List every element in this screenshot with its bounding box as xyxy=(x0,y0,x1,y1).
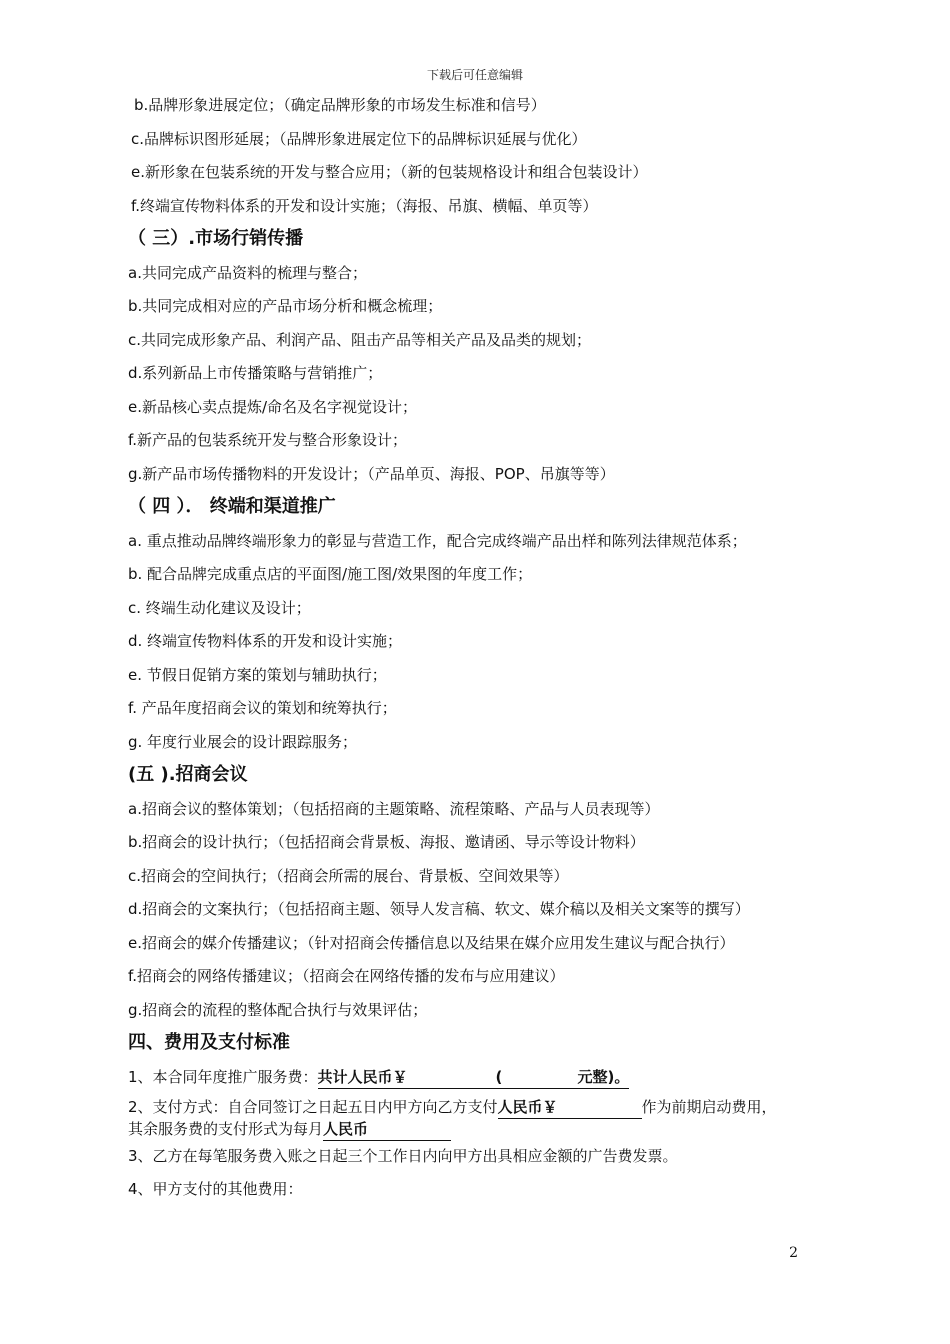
list-item: d.系列新品上市传播策略与营销推广； xyxy=(128,364,383,382)
monthly-payment-blank: 人民币 xyxy=(323,1118,451,1141)
list-item: e.新品核心卖点提炼/命名及名字视觉设计； xyxy=(128,397,418,416)
list-item: c.共同完成形象产品、利润产品、阻击产品等相关产品及品类的规划； xyxy=(128,330,592,349)
section-heading: (五 ).招商会议 xyxy=(128,764,248,785)
list-item: a.共同完成产品资料的梳理与整合； xyxy=(128,263,367,282)
fee-clause-3: 3、乙方在每笔服务费入账之日起三个工作日内向甲方出具相应金额的广告费发票。 xyxy=(128,1146,678,1165)
list-item: c.品牌标识图形延展；（品牌形象进展定位下的品牌标识延展与优化） xyxy=(131,129,587,148)
fee-clause-2-line2: 其余服务费的支付形式为每月 xyxy=(128,1119,324,1138)
fee-clause-1 xyxy=(128,1066,828,1096)
page-number: 2 xyxy=(789,1245,798,1261)
list-item: b.品牌形象进展定位；（确定品牌形象的市场发生标准和信号） xyxy=(134,96,546,114)
document-body xyxy=(128,94,828,1211)
list-item: d.招商会的文案执行；（包括招商主题、领导人发言稿、软文、媒介稿以及相关文案等的撰写） xyxy=(128,900,750,918)
fee-clause-2-text: 2、支付方式：自合同签订之日起五日内甲方向乙方支付 xyxy=(128,1097,498,1116)
fee-amount-blank: ( xyxy=(496,1066,578,1089)
initial-payment-blank: 人民币￥ xyxy=(498,1096,642,1119)
list-item: a. 重点推动品牌终端形象力的彰显与营造工作，配合完成终端产品出样和陈列法律规范体系； xyxy=(128,531,747,550)
list-item: f.招商会的网络传播建议；（招商会在网络传播的发布与应用建议） xyxy=(128,967,565,985)
list-item: f. 产品年度招商会议的策划和统筹执行； xyxy=(128,699,397,717)
fee-clause-1-text: 1、本合同年度推广服务费： xyxy=(128,1067,318,1086)
list-item: b.招商会的设计执行；（包括招商会背景板、海报、邀请函、导示等设计物料） xyxy=(128,833,645,851)
fee-heading: 四、费用及支付标准 xyxy=(128,1032,290,1053)
list-item: e.新形象在包装系统的开发与整合应用；（新的包装规格设计和组合包装设计） xyxy=(131,163,648,181)
fee-unit-blank: 元整)。 xyxy=(578,1066,630,1089)
list-item: g.新产品市场传播物料的开发设计；（产品单页、海报、POP、吊旗等等） xyxy=(128,464,615,483)
fee-clause-2-suffix: 作为前期启动费用， xyxy=(641,1097,777,1116)
fee-clause-4: 4、甲方支付的其他费用： xyxy=(128,1179,303,1198)
list-item: f.新产品的包装系统开发与整合形象设计； xyxy=(128,431,407,449)
fee-clause-2-continued xyxy=(128,1118,828,1145)
list-item: g. 年度行业展会的设计跟踪服务； xyxy=(128,732,358,751)
list-item: c. 终端生动化建议及设计； xyxy=(128,598,311,617)
section-heading: （ 三）.市场行销传播 xyxy=(128,228,304,249)
page-header: 下载后可任意编辑 xyxy=(426,68,523,82)
list-item: a.招商会议的整体策划；（包括招商的主题策略、流程策略、产品与人员表现等） xyxy=(128,799,660,818)
list-item: b.共同完成相对应的产品市场分析和概念梳理； xyxy=(128,297,443,315)
fee-total-blank: 共计人民币￥ xyxy=(318,1066,496,1089)
fee-clause-2 xyxy=(128,1096,828,1118)
list-item: g.招商会的流程的整体配合执行与效果评估； xyxy=(128,1000,428,1019)
list-item: d. 终端宣传物料体系的开发和设计实施； xyxy=(128,632,403,650)
list-item: c.招商会的空间执行；（招商会所需的展台、背景板、空间效果等） xyxy=(128,866,569,885)
list-item: b. 配合品牌完成重点店的平面图/施工图/效果图的年度工作； xyxy=(128,565,533,583)
section-heading: （ 四 ）． 终端和渠道推广 xyxy=(128,496,336,517)
list-item: e. 节假日促销方案的策划与辅助执行； xyxy=(128,665,387,684)
list-item: e.招商会的媒介传播建议；（针对招商会传播信息以及结果在媒介应用发生建议与配合执行） xyxy=(128,933,735,952)
list-item: f.终端宣传物料体系的开发和设计实施；（海报、吊旗、横幅、单页等） xyxy=(131,196,598,215)
